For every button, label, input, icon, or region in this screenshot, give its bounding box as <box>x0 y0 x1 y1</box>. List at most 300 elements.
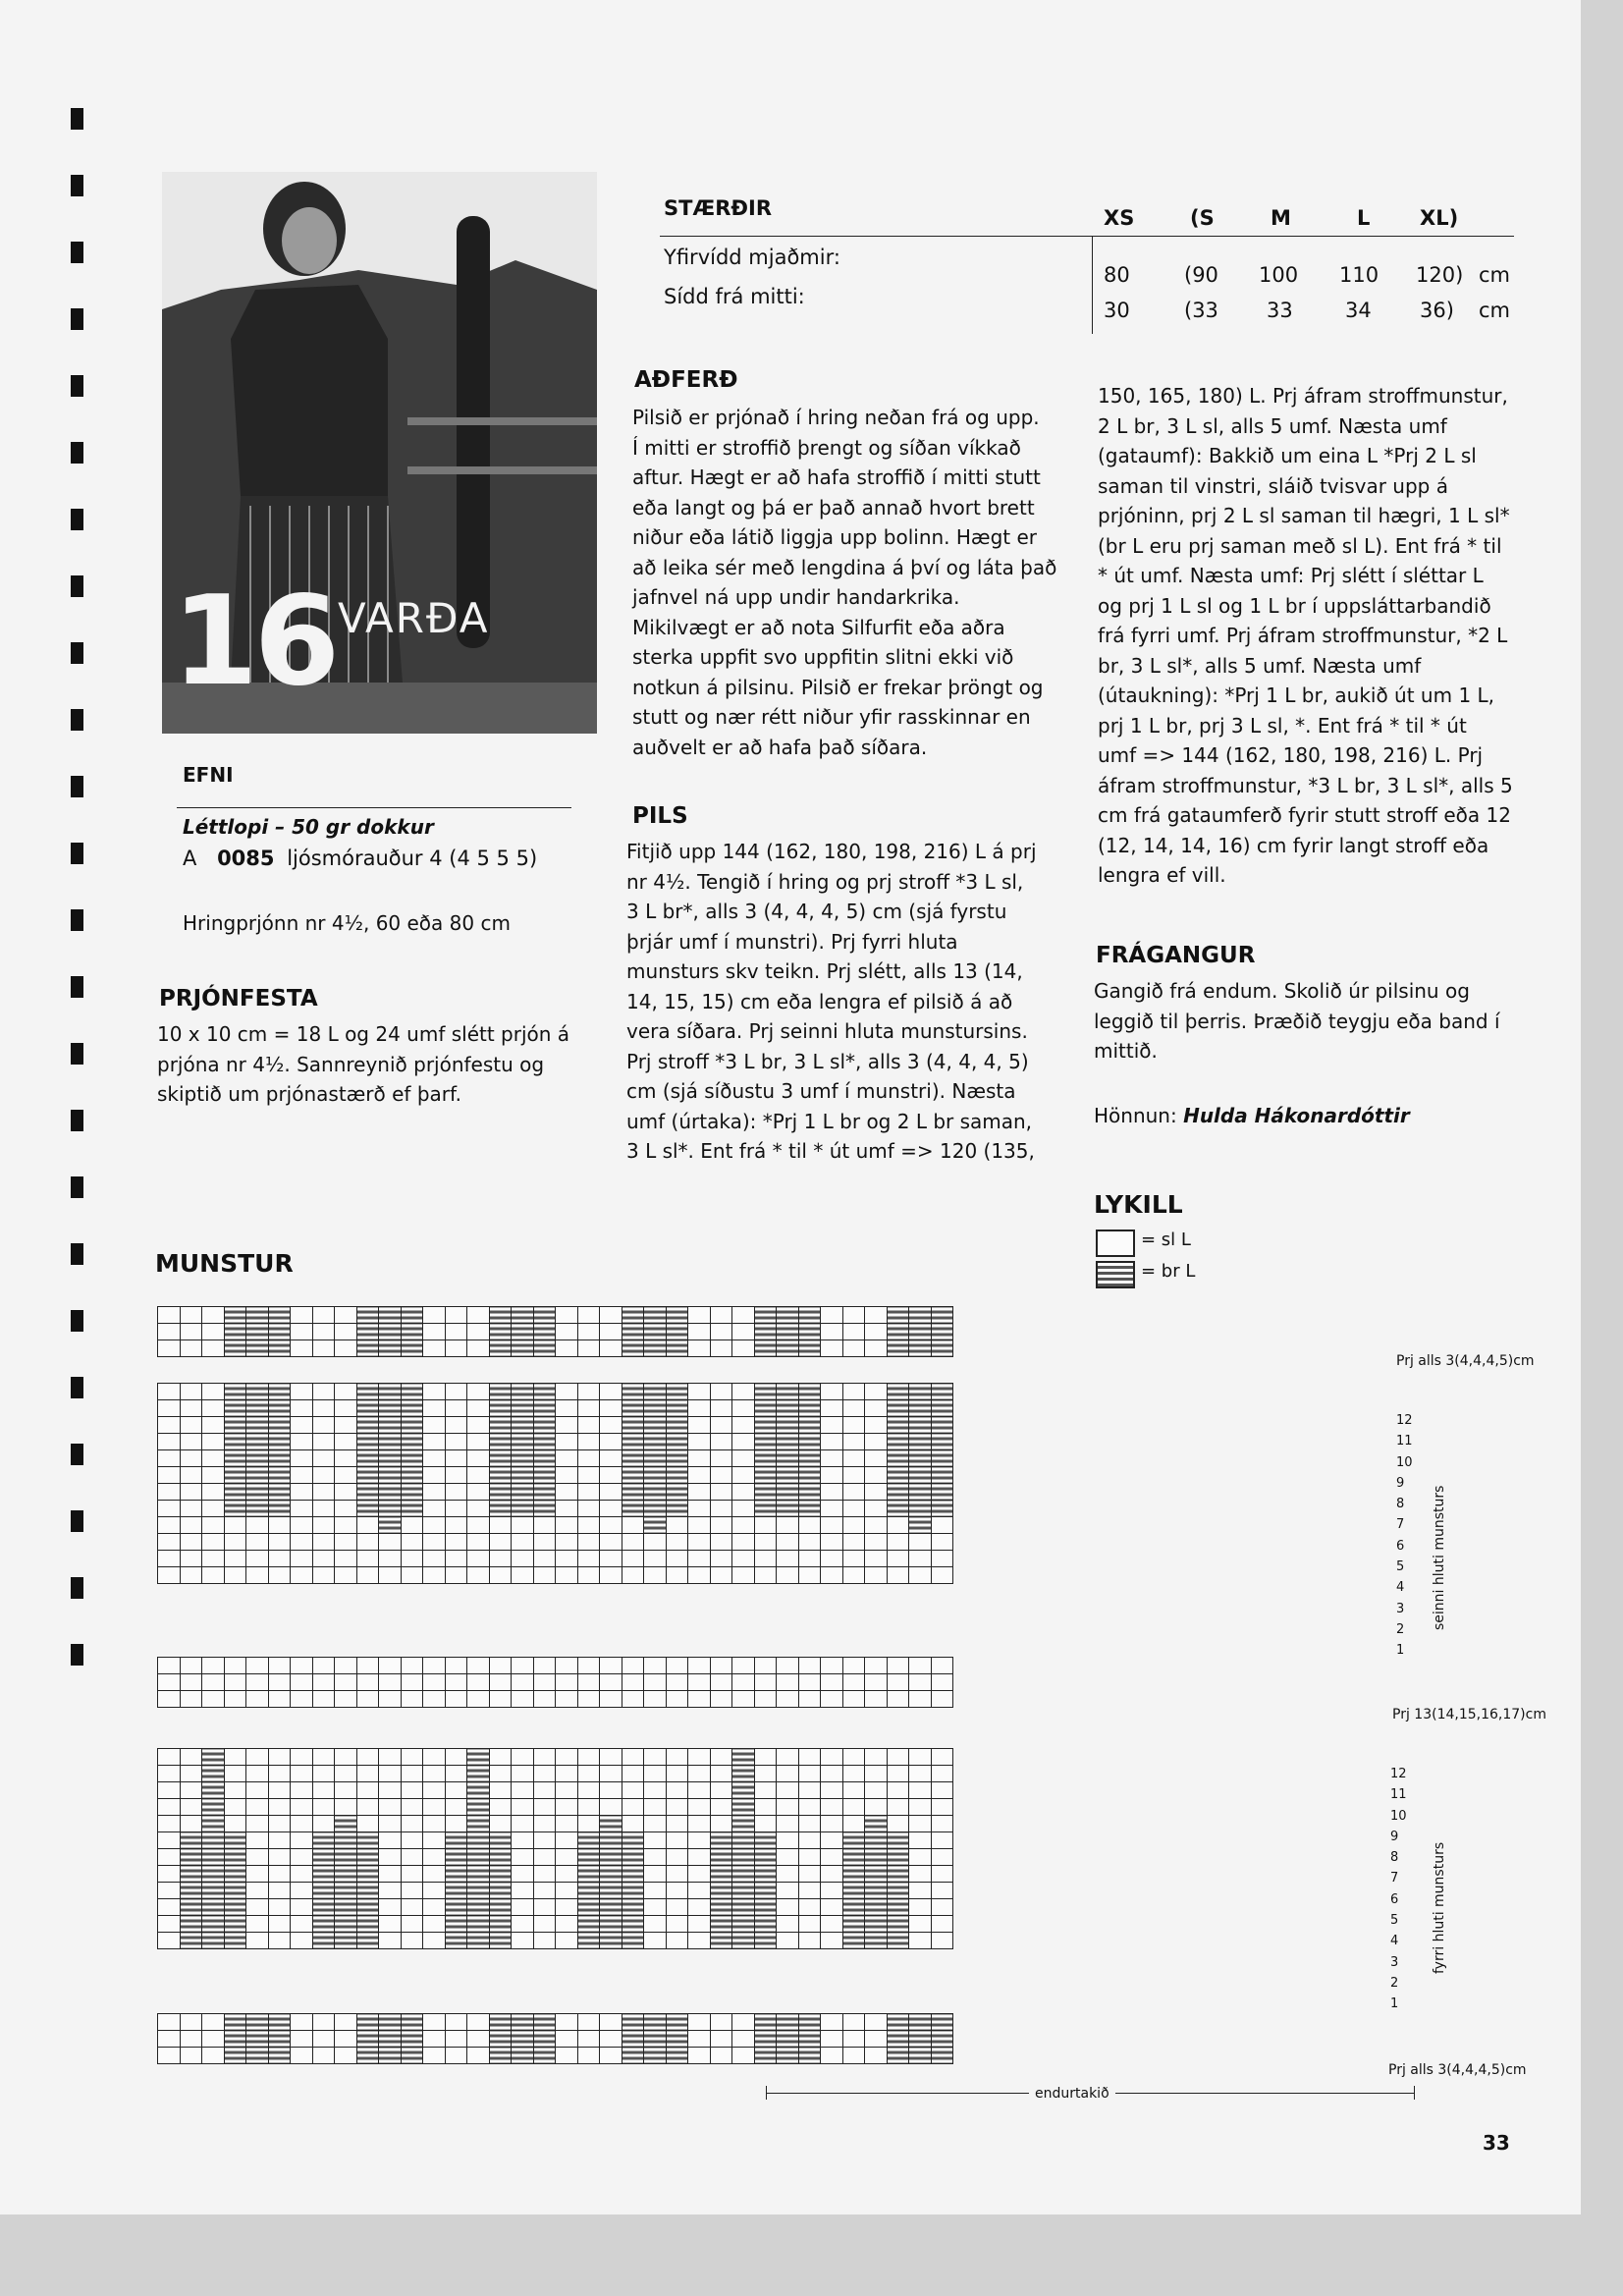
chart-cell <box>291 1434 313 1450</box>
chart-cell <box>335 1567 357 1584</box>
chart-cell <box>335 1307 357 1324</box>
chart-cell <box>202 1749 225 1766</box>
chart-cell <box>577 1766 600 1782</box>
chart-cell <box>909 1782 932 1799</box>
chart-cell <box>754 1340 777 1357</box>
chart-cell <box>732 1567 755 1584</box>
chart-cell <box>246 1400 269 1417</box>
chart-cell <box>688 2014 711 2031</box>
chart-cell <box>777 1501 799 1517</box>
chart-cell <box>710 2031 732 2048</box>
chart-cell <box>379 1400 402 1417</box>
chart-cell <box>467 1307 490 1324</box>
chart-cell <box>379 1658 402 1674</box>
chart-cell <box>512 1340 534 1357</box>
chart-cell <box>842 2031 865 2048</box>
chart-cell <box>445 1307 467 1324</box>
chart-cell <box>356 1933 379 1949</box>
chart-cell <box>666 1916 688 1933</box>
chart-cell <box>489 1916 512 1933</box>
chart-cell <box>732 1340 755 1357</box>
chart-cell <box>467 1674 490 1691</box>
chart-cell <box>445 1674 467 1691</box>
chart-cell <box>577 1450 600 1467</box>
chart-cell <box>754 1832 777 1849</box>
chart-cell <box>268 1400 291 1417</box>
chart-cell <box>356 1324 379 1340</box>
chart-cell <box>644 1749 667 1766</box>
chart-cell <box>158 1832 181 1849</box>
key-dash-symbol <box>1096 1261 1135 1288</box>
chart-cell <box>931 1400 953 1417</box>
row-number: 7 <box>1396 1517 1405 1533</box>
chart-cell <box>224 1849 246 1866</box>
chart-cell <box>644 1340 667 1357</box>
chart-cell <box>379 1417 402 1434</box>
chart-cell <box>600 1517 622 1534</box>
chart-cell <box>158 1674 181 1691</box>
chart-cell <box>356 1551 379 1567</box>
chart-cell <box>821 1849 843 1866</box>
chart-cell <box>246 1307 269 1324</box>
chart-cell <box>489 1534 512 1551</box>
chart-cell <box>202 1324 225 1340</box>
chart-cell <box>909 2031 932 2048</box>
chart-cell <box>401 2014 423 2031</box>
chart-cell <box>512 1933 534 1949</box>
chart-cell <box>291 1307 313 1324</box>
chart-cell <box>401 1866 423 1883</box>
chart-cell <box>467 2031 490 2048</box>
chart-cell <box>556 1658 578 1674</box>
chart-cell <box>622 1384 644 1400</box>
chart-cell <box>821 1933 843 1949</box>
chart-cell <box>644 1916 667 1933</box>
chart-cell <box>268 1324 291 1340</box>
chart-cell <box>865 1832 888 1849</box>
chart-cell <box>158 1849 181 1866</box>
chart-cell <box>423 1467 446 1484</box>
chart-cell <box>710 1883 732 1899</box>
chart-cell <box>754 1434 777 1450</box>
chart-cell <box>356 1534 379 1551</box>
chart-cell <box>622 1434 644 1450</box>
chart-cell <box>335 1324 357 1340</box>
chart-cell <box>887 1484 909 1501</box>
chart-cell <box>533 1340 556 1357</box>
chart-cell <box>533 1766 556 1782</box>
chart-cell <box>291 1849 313 1866</box>
chart-cell <box>842 1883 865 1899</box>
chart-cell <box>512 1749 534 1766</box>
chart-cell <box>423 1307 446 1324</box>
chart-cell <box>909 1691 932 1708</box>
chart-cell <box>379 1467 402 1484</box>
chart-cell <box>688 1484 711 1501</box>
chart-cell <box>202 1916 225 1933</box>
chart-cell <box>489 1691 512 1708</box>
chart-cell <box>312 1434 335 1450</box>
chart-cell <box>180 1766 202 1782</box>
chart-cell <box>931 2014 953 2031</box>
chart-cell <box>710 1517 732 1534</box>
chart-cell <box>777 1467 799 1484</box>
chart-cell <box>158 1340 181 1357</box>
chart-cell <box>356 1916 379 1933</box>
chart-cell <box>732 1384 755 1400</box>
chart-cell <box>842 1799 865 1816</box>
chart-cell <box>821 1484 843 1501</box>
chart-cell <box>754 1691 777 1708</box>
chart-cell <box>335 1534 357 1551</box>
binding-edge <box>61 108 100 1728</box>
chart-cell <box>356 1417 379 1434</box>
chart-cell <box>732 1534 755 1551</box>
chart-cell <box>622 1340 644 1357</box>
binding-hole <box>71 976 83 998</box>
chart-cell <box>600 2014 622 2031</box>
chart-cell <box>842 1434 865 1450</box>
chart-cell <box>666 1400 688 1417</box>
chart-cell <box>291 1484 313 1501</box>
chart-cell <box>644 1674 667 1691</box>
chart-cell <box>401 1551 423 1567</box>
chart-cell <box>401 1832 423 1849</box>
chart-cell <box>291 1674 313 1691</box>
chart-cell <box>401 1517 423 1534</box>
chart-cell <box>312 1933 335 1949</box>
chart-cell <box>887 1883 909 1899</box>
chart-cell <box>754 1307 777 1324</box>
chart-cell <box>909 1749 932 1766</box>
chart-cell <box>865 1517 888 1534</box>
chart-cell <box>732 1749 755 1766</box>
chart-cell <box>512 1467 534 1484</box>
chart-cell <box>533 1749 556 1766</box>
chart-cell <box>445 1933 467 1949</box>
chart-cell <box>644 1467 667 1484</box>
chart-cell <box>909 1899 932 1916</box>
chart-cell <box>512 1417 534 1434</box>
chart-cell <box>312 1450 335 1467</box>
chart-cell <box>798 1766 821 1782</box>
chart-cell <box>379 1816 402 1832</box>
chart-cell <box>909 1866 932 1883</box>
chart-cell <box>423 1691 446 1708</box>
chart-cell <box>335 1782 357 1799</box>
chart-cell <box>688 1849 711 1866</box>
size-value: 100 <box>1259 263 1299 287</box>
chart-cell <box>202 1434 225 1450</box>
size-label: (S <box>1190 206 1215 230</box>
chart-cell <box>180 1832 202 1849</box>
chart-cell <box>556 1899 578 1916</box>
row-number: 6 <box>1396 1538 1405 1554</box>
chart-cell <box>865 2031 888 2048</box>
chart-cell <box>600 1916 622 1933</box>
chart-cell <box>423 1766 446 1782</box>
chart-cell <box>467 1384 490 1400</box>
chart-cell <box>158 1766 181 1782</box>
chart-cell <box>158 1658 181 1674</box>
chart-cell <box>335 2048 357 2064</box>
chart-cell <box>622 2014 644 2031</box>
chart-cell <box>931 1324 953 1340</box>
chart-cell <box>512 1434 534 1450</box>
chart-cell <box>556 1517 578 1534</box>
chart-cell <box>533 1832 556 1849</box>
chart-cell <box>842 1816 865 1832</box>
materials-heading: EFNI <box>183 763 234 787</box>
chart-cell <box>401 1534 423 1551</box>
chart-cell <box>688 1567 711 1584</box>
chart-cell <box>644 1849 667 1866</box>
chart-cell <box>798 1883 821 1899</box>
chart-cell <box>644 1766 667 1782</box>
chart-cell <box>401 1749 423 1766</box>
chart-cell <box>224 1450 246 1467</box>
chart-cell <box>291 1658 313 1674</box>
binding-hole <box>71 108 83 130</box>
chart-cell <box>224 1883 246 1899</box>
chart-cell <box>622 1866 644 1883</box>
chart-cell <box>865 1340 888 1357</box>
binding-hole <box>71 709 83 731</box>
chart-cell <box>556 2048 578 2064</box>
chart-cell <box>445 1417 467 1434</box>
continued-text: 150, 165, 180) L. Prj áfram stroffmunstur, 2 L br, 3 L sl, alls 5 umf. Næsta umf (gataumf): Bakkið um eina L *Prj 2 L sl saman til vinstri, sláið tvisvar upp á prjóninn, prj 2 L sl saman til hægri, 1 L sl* (br L eru prj saman með sl L). Ent frá * til * út umf. Næsta umf: Prj slétt í sléttar L og prj 1 L sl og 1 L br í uppsláttarbandið frá fyrri umf. Prj áfram stroffmunstur, *2 L br, 3 L sl*, alls 5 umf. Næsta umf (útaukning): *Prj 1 L br, aukið út um 1 L, prj 1 L br, prj 3 L sl, *. Ent frá * til * út umf => 144 (162, 180, 198, 216) L. Prj áfram stroffmunstur, *3 L br, 3 L sl*, alls 5 cm frá gataumferð fyrir stutt stroff eða 12 (12, 14, 14, 16) cm fyrir langt stroff eða lengra ef vill. <box>1098 384 1513 887</box>
chart-cell <box>401 1674 423 1691</box>
chart-cell <box>887 1799 909 1816</box>
chart-cell <box>710 1749 732 1766</box>
chart-cell <box>666 1899 688 1916</box>
chart-cell <box>533 1324 556 1340</box>
chart-cell <box>556 1691 578 1708</box>
chart-cell <box>202 1899 225 1916</box>
chart-cell <box>644 1866 667 1883</box>
chart-cell <box>268 1799 291 1816</box>
chart-cell <box>246 1766 269 1782</box>
chart-cell <box>268 1450 291 1467</box>
chart-cell <box>842 1899 865 1916</box>
chart-cell <box>246 1484 269 1501</box>
chart-cell <box>533 1849 556 1866</box>
chart-cell <box>710 2048 732 2064</box>
chart-cell <box>710 1340 732 1357</box>
chart-cell <box>224 1799 246 1816</box>
chart-cell <box>312 1467 335 1484</box>
chart-cell <box>224 1484 246 1501</box>
chart-cell <box>423 1849 446 1866</box>
chart-cell <box>489 1551 512 1567</box>
key-label: = sl L <box>1141 1230 1191 1250</box>
chart-cell <box>312 1866 335 1883</box>
chart-cell <box>688 1307 711 1324</box>
chart-cell <box>489 2014 512 2031</box>
chart-cell <box>268 1384 291 1400</box>
chart-cell <box>710 1417 732 1434</box>
chart-cell <box>688 1400 711 1417</box>
chart-cell <box>754 1501 777 1517</box>
chart-cell <box>533 1674 556 1691</box>
chart-cell <box>865 1749 888 1766</box>
chart-cell <box>931 1766 953 1782</box>
chart-cell <box>931 1384 953 1400</box>
chart-cell <box>158 1517 181 1534</box>
chart-cell <box>423 1384 446 1400</box>
chart-cell <box>842 1307 865 1324</box>
chart-cell <box>335 1450 357 1467</box>
chart-cell <box>821 1324 843 1340</box>
chart-cell <box>224 1674 246 1691</box>
key-empty-symbol <box>1096 1230 1135 1257</box>
chart-cell <box>865 1534 888 1551</box>
chart-cell <box>445 1534 467 1551</box>
chart-cell <box>732 1816 755 1832</box>
chart-cell <box>865 1567 888 1584</box>
row-number: 3 <box>1390 1954 1399 1970</box>
chart-cell <box>600 1450 622 1467</box>
chart-cell <box>622 1782 644 1799</box>
chart-cell <box>931 1417 953 1434</box>
chart-cell <box>512 2014 534 2031</box>
color-code: A <box>183 847 197 870</box>
chart-cell <box>312 1340 335 1357</box>
chart-cell <box>887 1434 909 1450</box>
chart-cell <box>224 1400 246 1417</box>
chart-cell <box>821 1467 843 1484</box>
chart-cell <box>732 1849 755 1866</box>
chart-cell <box>577 1849 600 1866</box>
chart-cell <box>600 1324 622 1340</box>
chart-cell <box>533 1534 556 1551</box>
chart-cell <box>291 1866 313 1883</box>
chart-cell <box>202 1450 225 1467</box>
row-number: 5 <box>1396 1559 1405 1575</box>
chart-cell <box>577 1307 600 1324</box>
chart-cell <box>798 1450 821 1467</box>
chart-cell <box>887 1517 909 1534</box>
chart-cell <box>666 1674 688 1691</box>
chart-cell <box>401 1340 423 1357</box>
chart-cell <box>577 1866 600 1883</box>
chart-cell <box>180 1340 202 1357</box>
chart-cell <box>268 1417 291 1434</box>
chart-cell <box>291 1467 313 1484</box>
chart-cell <box>798 1434 821 1450</box>
chart-cell <box>909 1658 932 1674</box>
chart-cell <box>268 1782 291 1799</box>
chart-cell <box>710 1933 732 1949</box>
chart-cell <box>644 2048 667 2064</box>
chart-cell <box>732 1799 755 1816</box>
chart-cell <box>710 1434 732 1450</box>
chart-cell <box>622 1534 644 1551</box>
chart-heading: MUNSTUR <box>155 1249 294 1278</box>
chart-cell <box>312 1916 335 1933</box>
chart-cell <box>512 1674 534 1691</box>
chart-cell <box>445 1766 467 1782</box>
chart-cell <box>688 1916 711 1933</box>
row-number: 6 <box>1390 1891 1399 1907</box>
chart-cell <box>821 1307 843 1324</box>
chart-cell <box>489 1766 512 1782</box>
chart-cell <box>754 2048 777 2064</box>
chart-cell <box>931 1517 953 1534</box>
chart-cell <box>577 1434 600 1450</box>
chart-cell <box>666 1849 688 1866</box>
yarn-color-line <box>183 847 537 870</box>
chart-cell <box>423 1899 446 1916</box>
chart-cell <box>887 2048 909 2064</box>
chart-cell <box>246 1658 269 1674</box>
chart-cell <box>909 1799 932 1816</box>
chart-cell <box>666 1517 688 1534</box>
chart-cell <box>445 2031 467 2048</box>
chart-cell <box>202 1832 225 1849</box>
chart-cell <box>556 1816 578 1832</box>
chart-cell <box>268 1849 291 1866</box>
binding-hole <box>71 175 83 196</box>
chart-cell <box>777 1816 799 1832</box>
chart-cell <box>644 1484 667 1501</box>
chart-cell <box>445 1340 467 1357</box>
chart-cell <box>356 1501 379 1517</box>
chart-cell <box>489 1400 512 1417</box>
chart-cell <box>401 1324 423 1340</box>
chart-cell <box>732 1832 755 1849</box>
chart-cell <box>931 1501 953 1517</box>
chart-cell <box>821 1450 843 1467</box>
chart-cell <box>335 1866 357 1883</box>
chart-cell <box>577 1658 600 1674</box>
chart-cell <box>887 1324 909 1340</box>
chart-cell <box>224 2048 246 2064</box>
chart-cell <box>202 1517 225 1534</box>
chart-cell <box>335 1501 357 1517</box>
row-numbers-first <box>1390 1764 1407 2015</box>
chart-cell <box>158 1307 181 1324</box>
chart-cell <box>224 1816 246 1832</box>
chart-cell <box>909 1517 932 1534</box>
chart-cell <box>622 1400 644 1417</box>
chart-cell <box>379 1832 402 1849</box>
chart-cell <box>556 1324 578 1340</box>
chart-cell <box>467 1782 490 1799</box>
chart-cell <box>644 1816 667 1832</box>
chart-cell <box>842 1916 865 1933</box>
chart-cell <box>798 1400 821 1417</box>
chart-cell <box>224 1691 246 1708</box>
chart-cell <box>379 1691 402 1708</box>
chart-cell <box>445 2048 467 2064</box>
chart-cell <box>821 1517 843 1534</box>
chart-cell <box>379 1916 402 1933</box>
chart-cell <box>777 2014 799 2031</box>
chart-cell <box>467 1766 490 1782</box>
chart-cell <box>512 1832 534 1849</box>
chart-cell <box>224 1916 246 1933</box>
chart-cell <box>821 1782 843 1799</box>
chart-cell <box>158 1467 181 1484</box>
chart-cell <box>356 2014 379 2031</box>
chart-cell <box>533 1883 556 1899</box>
chart-cell <box>356 2031 379 2048</box>
key-label: = br L <box>1141 1261 1196 1282</box>
chart-cell <box>931 1567 953 1584</box>
chart-cell <box>158 1933 181 1949</box>
chart-cell <box>842 1658 865 1674</box>
